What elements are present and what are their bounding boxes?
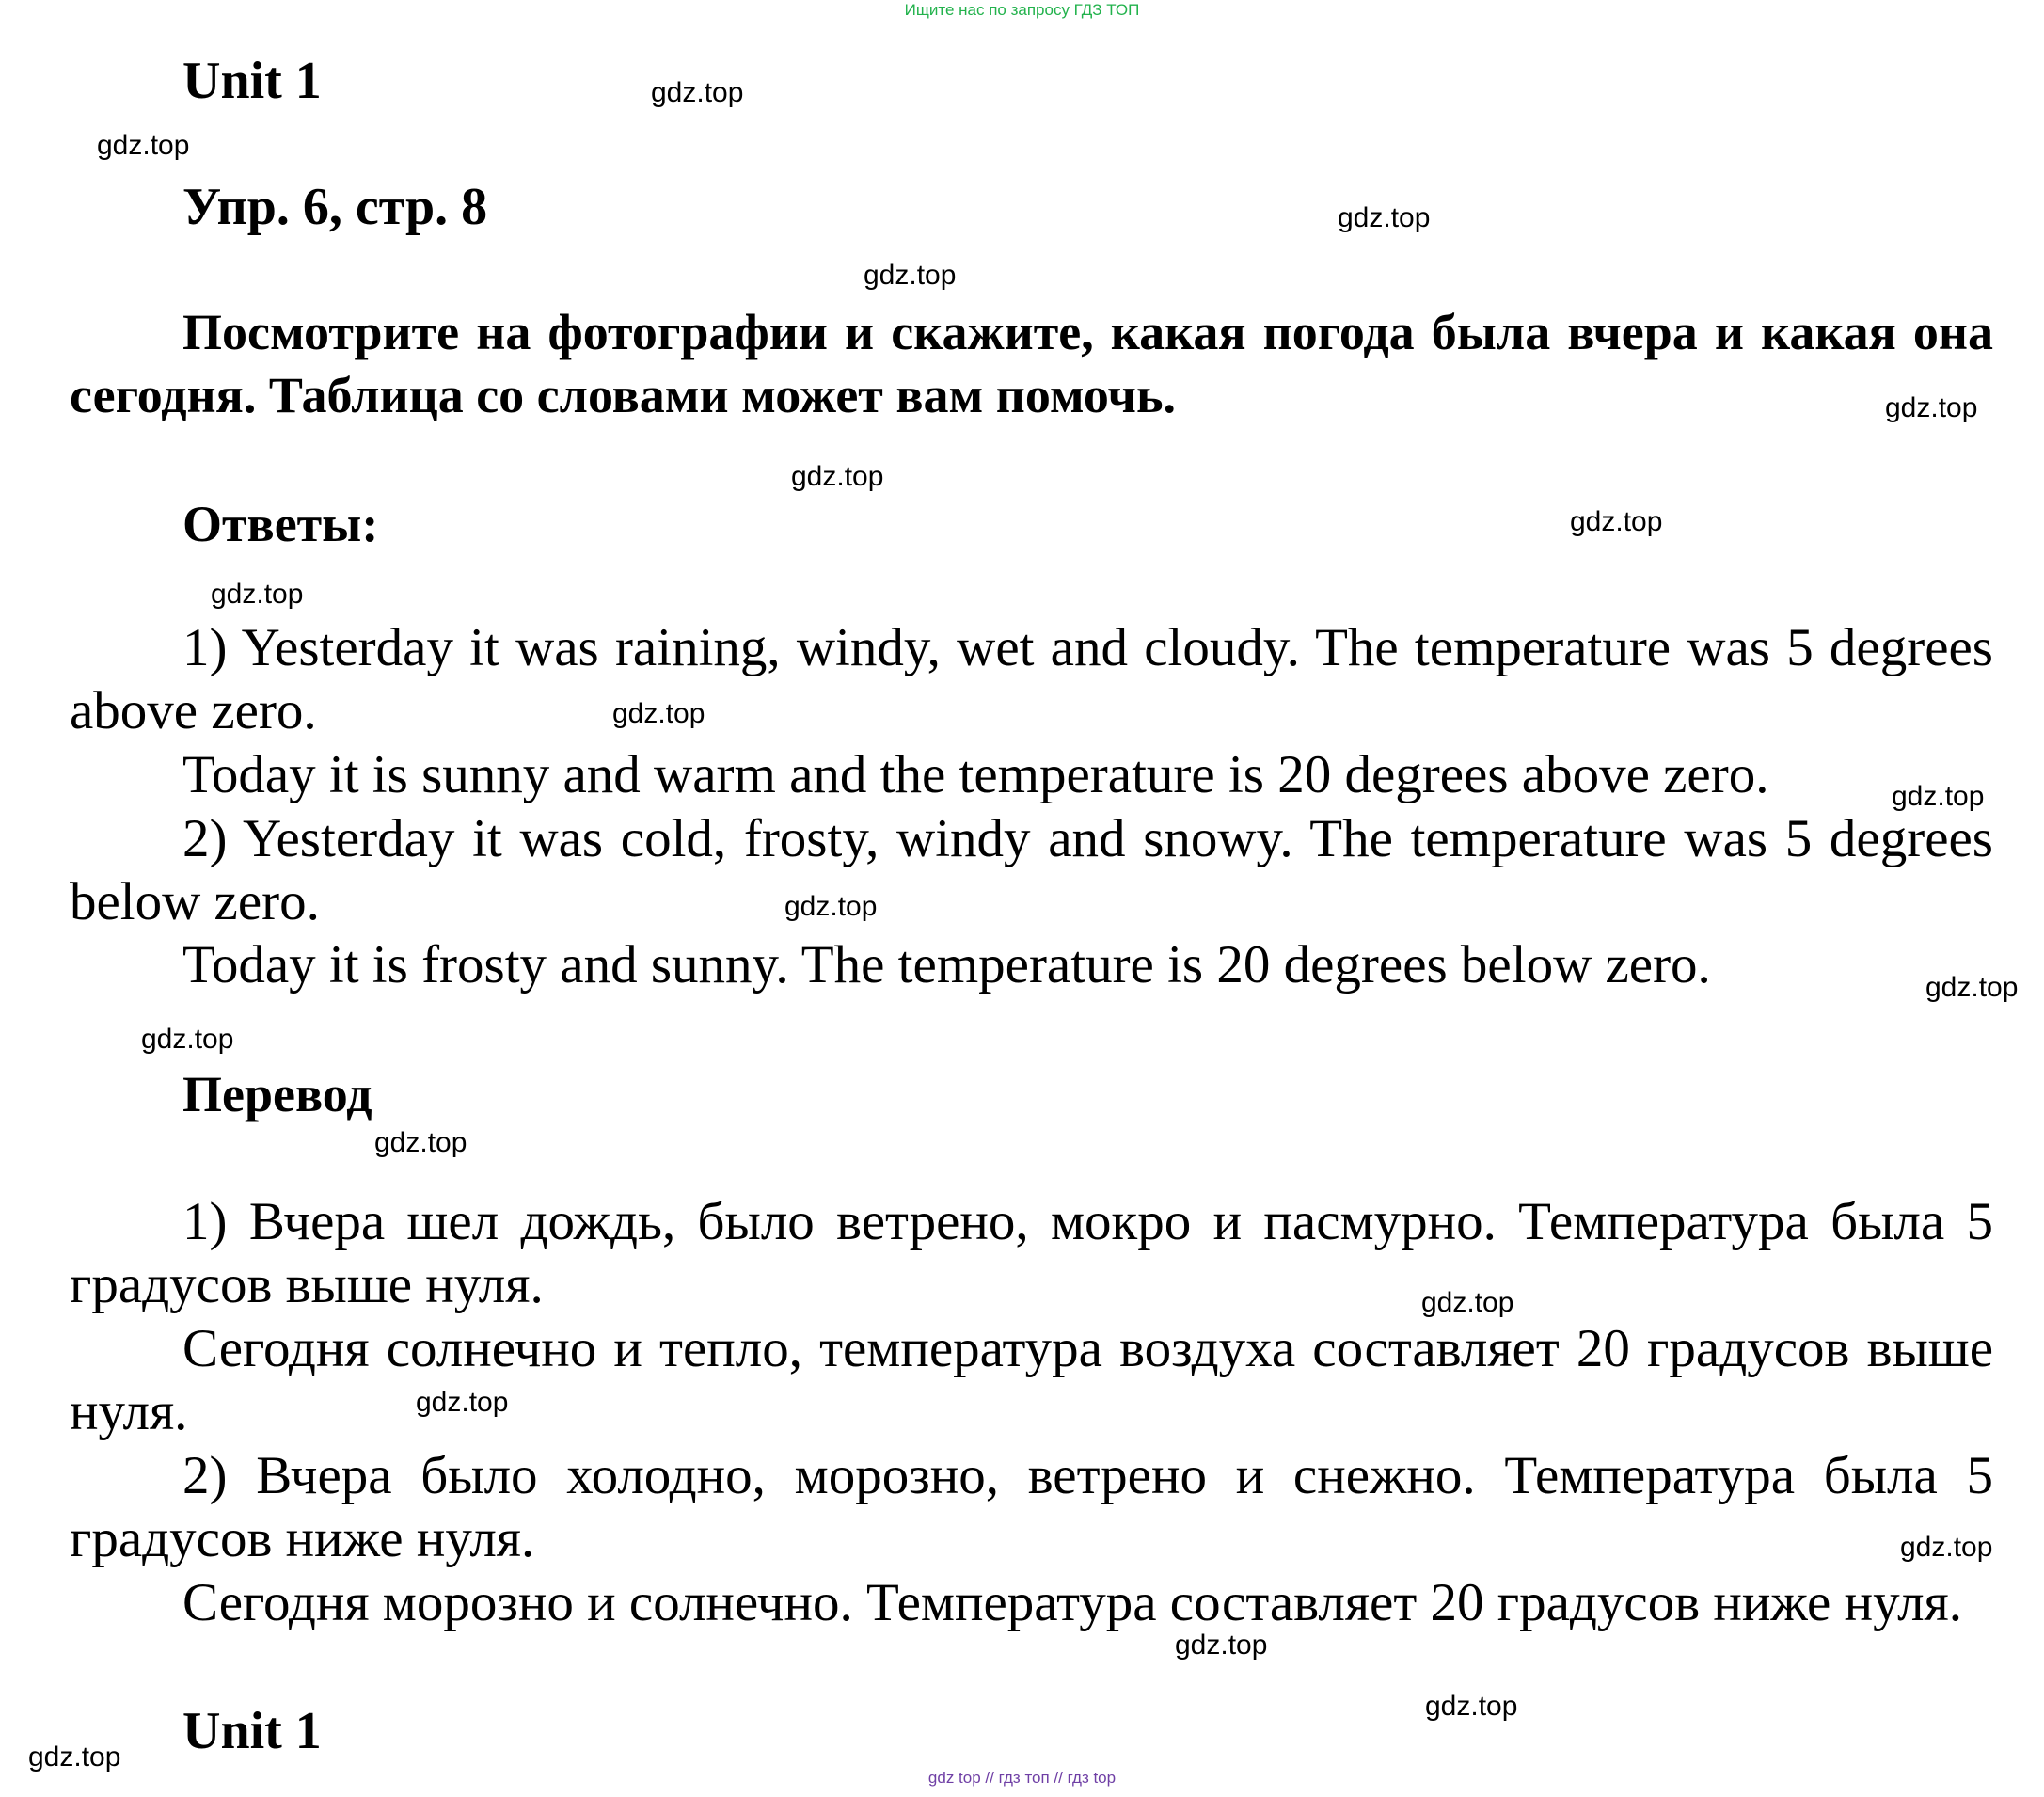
bottom-watermark-note: gdz top // гдз топ // гдз top [927, 1769, 1117, 1787]
watermark: gdz.top [1570, 506, 1663, 537]
watermark: gdz.top [1421, 1287, 1514, 1318]
unit-title: Unit 1 [182, 52, 322, 110]
translation-1: 1) Вчера шел дождь, было ветрено, мокро и пасмурно. Температура была 5 градусов выше нуля. [70, 1192, 1993, 1314]
watermark: gdz.top [612, 698, 705, 729]
answer-2: 2) Yesterday it was cold, frosty, windy and snowy. The temperature was 5 degrees below zero. [70, 809, 1993, 931]
translation-2-today: Сегодня морозно и солнечно. Температура составляет 20 градусов ниже нуля. [182, 1573, 1962, 1632]
exercise-title: Упр. 6, стр. 8 [182, 178, 488, 236]
watermark: gdz.top [1175, 1630, 1268, 1661]
top-search-note: Ищите нас по запросу ГДЗ ТОП [904, 1, 1140, 19]
answer-1-today: Today it is sunny and warm and the temperature is 20 degrees above zero. [182, 745, 1769, 804]
answers-heading: Ответы: [182, 496, 379, 552]
watermark: gdz.top [1925, 972, 2019, 1003]
watermark: gdz.top [864, 260, 957, 291]
watermark: gdz.top [651, 77, 744, 108]
watermark: gdz.top [97, 130, 190, 161]
watermark: gdz.top [791, 461, 884, 492]
translation-2: 2) Вчера было холодно, морозно, ветрено и снежно. Температура была 5 градусов ниже нуля. [70, 1446, 1993, 1568]
watermark: gdz.top [1900, 1532, 1993, 1563]
watermark: gdz.top [1425, 1691, 1518, 1722]
translation-1-today: Сегодня солнечно и тепло, температура воздуха составляет 20 градусов выше нуля. [70, 1319, 1993, 1441]
watermark: gdz.top [416, 1387, 509, 1418]
answer-2-today: Today it is frosty and sunny. The temperature is 20 degrees below zero. [182, 935, 1711, 994]
watermark: gdz.top [211, 579, 304, 610]
footer-unit-title: Unit 1 [182, 1702, 322, 1760]
translation-heading: Перевод [182, 1066, 372, 1122]
watermark: gdz.top [784, 891, 878, 922]
watermark: gdz.top [1885, 392, 1978, 423]
watermark: gdz.top [374, 1127, 467, 1158]
answer-1: 1) Yesterday it was raining, windy, wet and cloudy. The temperature was 5 degrees above zero. [70, 618, 1993, 740]
watermark: gdz.top [1338, 202, 1431, 233]
watermark: gdz.top [1892, 781, 1985, 812]
watermark: gdz.top [141, 1024, 234, 1055]
watermark: gdz.top [28, 1741, 121, 1773]
task-text: Посмотрите на фотографии и скажите, какая погода была вчера и какая она сегодня. Таблица со словами может вам помочь. [70, 304, 1993, 423]
